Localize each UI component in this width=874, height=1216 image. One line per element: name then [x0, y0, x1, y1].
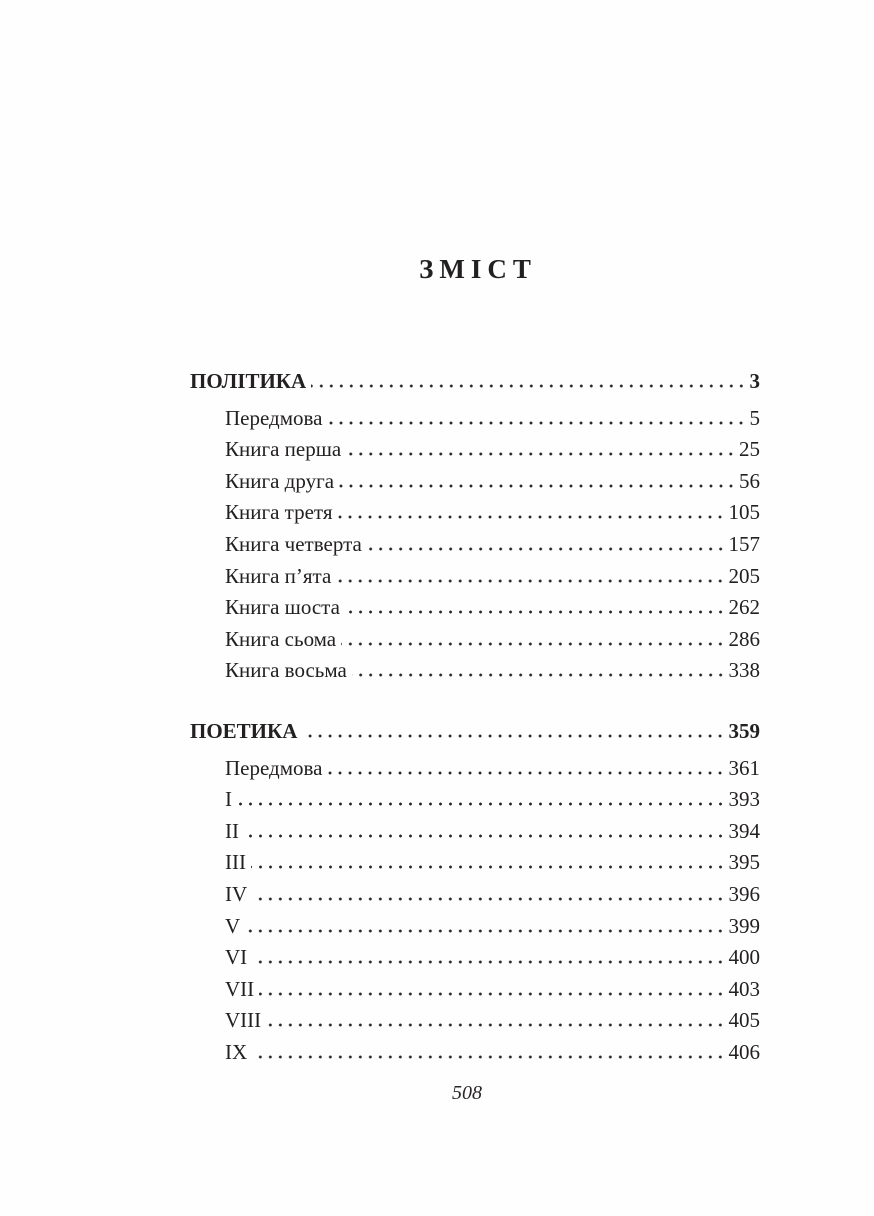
dot-leader — [311, 384, 746, 388]
toc-page-number: 56 — [739, 468, 760, 493]
toc-page-number: 394 — [728, 818, 760, 843]
toc-entry-row — [190, 1005, 760, 1037]
toc-entry-label: Книга сьома — [225, 626, 337, 651]
dot-leader — [336, 579, 725, 583]
dot-leader — [245, 929, 725, 933]
toc-page-number: 393 — [728, 787, 760, 812]
toc-entry-label: Книга третя — [225, 500, 333, 525]
toc-entry-row — [190, 434, 760, 466]
dot-leader — [252, 960, 725, 964]
toc-entry-row — [190, 911, 760, 943]
toc-entry-row — [190, 466, 760, 498]
toc-entry-row — [190, 497, 760, 529]
dot-leader — [252, 1055, 725, 1059]
toc-entry-row — [190, 624, 760, 656]
toc-entry-label: Передмова — [225, 405, 323, 430]
toc-entry-row — [190, 1037, 760, 1069]
toc-entry-row — [190, 753, 760, 785]
toc-entry-label: Книга друга — [225, 468, 335, 493]
toc-section-title-row — [190, 716, 760, 748]
toc-entry-row — [190, 529, 760, 561]
folio-page-number: 508 — [452, 1082, 482, 1104]
toc-entry-label: IX — [225, 1039, 248, 1064]
toc-section-title: ПОЕТИКА — [190, 718, 298, 743]
toc-section-title: ПОЛІТИКА — [190, 369, 307, 393]
toc-page-number: 338 — [728, 658, 760, 683]
toc-section-poetika — [190, 716, 760, 1069]
toc-section-politika — [190, 366, 760, 687]
toc-page-number: 400 — [728, 945, 760, 970]
toc-entry-row — [190, 784, 760, 816]
toc-page-number: 5 — [749, 405, 760, 430]
dot-leader — [237, 802, 726, 806]
dot-leader — [252, 897, 725, 901]
toc-page-number: 396 — [728, 881, 760, 906]
toc-page-number: 25 — [739, 437, 760, 462]
toc-entry-label: I — [225, 787, 232, 812]
dot-leader — [341, 642, 725, 646]
dot-leader — [352, 673, 726, 677]
toc-entry-row — [190, 403, 760, 435]
dot-leader — [266, 1023, 725, 1027]
page-title: ЗМІСТ — [419, 254, 537, 284]
dot-leader — [244, 834, 726, 838]
toc-page-number: 405 — [728, 1008, 760, 1033]
toc-page-number: 399 — [728, 913, 760, 938]
toc-entry-row — [190, 561, 760, 593]
toc-entry-label: Книга перша — [225, 437, 342, 462]
dot-leader — [346, 452, 736, 456]
toc-page-number: 286 — [728, 626, 760, 651]
dot-leader — [367, 547, 726, 551]
toc-page-number: 403 — [728, 976, 760, 1001]
toc-entry-row — [190, 592, 760, 624]
toc-entry-row — [190, 974, 760, 1006]
toc-entry-label: Книга восьма — [225, 658, 347, 683]
toc-page-number: 406 — [728, 1039, 760, 1064]
toc-entry-label: III — [225, 850, 246, 875]
toc-page-number: 157 — [728, 531, 760, 556]
dot-leader — [302, 734, 725, 738]
toc-entry-label: Книга п’ята — [225, 563, 332, 588]
toc-page-number: 361 — [728, 755, 760, 780]
toc-entry-label: Книга шоста — [225, 595, 340, 620]
toc-page-number: 395 — [728, 850, 760, 875]
toc-entry-label: V — [225, 913, 241, 938]
toc-page-number: 359 — [728, 718, 760, 743]
dot-leader — [327, 771, 725, 775]
table-of-contents — [190, 366, 760, 1068]
dot-leader — [337, 515, 725, 519]
dot-leader — [339, 484, 736, 488]
toc-entry-row — [190, 879, 760, 911]
toc-entry-row — [190, 655, 760, 687]
toc-entry-row — [190, 847, 760, 879]
toc-entry-row — [190, 816, 760, 848]
dot-leader — [345, 610, 726, 614]
toc-entry-label: IV — [225, 881, 248, 906]
toc-page-number: 3 — [749, 369, 760, 393]
toc-entry-label: VI — [225, 945, 248, 970]
toc-section-title-row — [190, 366, 760, 398]
toc-entry-label: Передмова — [225, 755, 323, 780]
toc-page-number: 105 — [728, 500, 760, 525]
toc-entry-row — [190, 942, 760, 974]
toc-entry-label: Книга четверта — [225, 531, 362, 556]
toc-page-number: 205 — [728, 563, 760, 588]
toc-entry-label: II — [225, 818, 239, 843]
dot-leader — [327, 421, 746, 425]
toc-entry-label: VII — [225, 976, 255, 1001]
dot-leader — [251, 865, 726, 869]
toc-page-number: 262 — [728, 595, 760, 620]
toc-entry-label: VIII — [225, 1008, 262, 1033]
dot-leader — [259, 992, 725, 996]
